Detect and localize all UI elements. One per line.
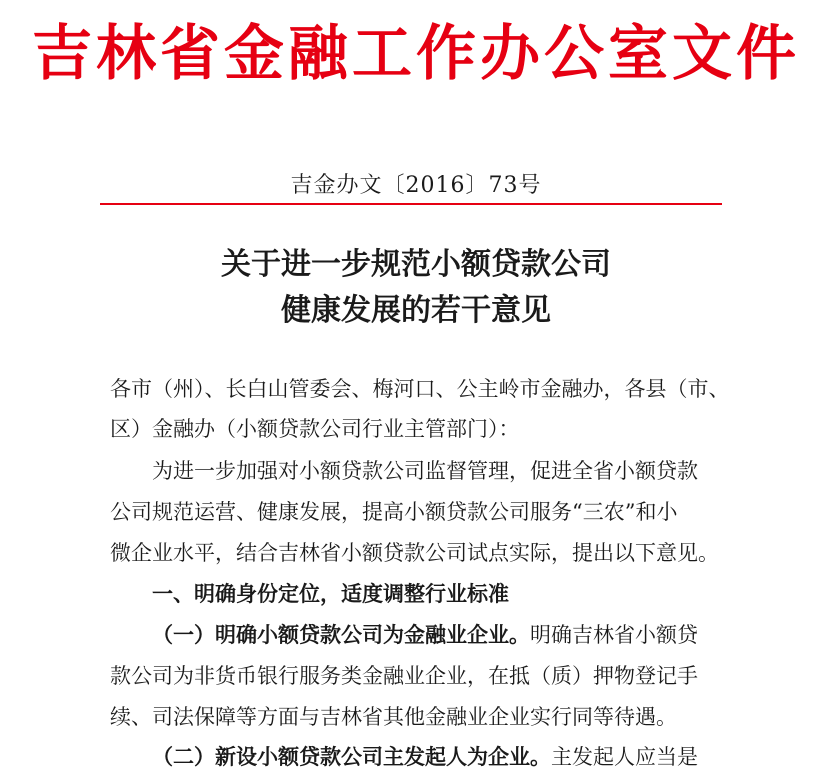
item-1-line-3: 续、司法保障等方面与吉林省其他金融业企业实行同等待遇。 <box>110 705 677 729</box>
document-body <box>100 370 760 770</box>
title-line-2: 健康发展的若干意见 <box>281 293 551 328</box>
item-1-line-1 <box>152 616 698 654</box>
item-1-line-2: 款公司为非货币银行服务类金融业企业，在抵（质）押物登记手 <box>110 664 698 688</box>
title-line-1: 关于进一步规范小额贷款公司 <box>221 247 611 282</box>
intro-line-3: 微企业水平，结合吉林省小额贷款公司试点实际，提出以下意见。 <box>110 541 719 565</box>
addressee-line-1: 各市（州）、长白山管委会、梅河口、公主岭市金融办，各县（市、 <box>110 377 730 401</box>
addressee-line-2: 区）金融办（小额贷款公司行业主管部门）： <box>110 417 520 441</box>
item-1-text-1: 明确吉林省小额贷 <box>530 623 698 647</box>
agency-masthead: 吉林省金融工作办公室文件 <box>32 19 800 89</box>
item-2-text-1: 主发起人应当是 <box>551 745 698 769</box>
item-2-line-1 <box>152 738 698 776</box>
document-number: 吉金办文〔2016〕73号 <box>290 173 542 198</box>
section-heading-1: 一、明确身份定位，适度调整行业标准 <box>152 582 509 606</box>
document-title <box>0 242 832 334</box>
intro-line-2: 公司规范运营、健康发展，提高小额贷款公司服务“三农”和小 <box>110 500 678 524</box>
item-2-label: （二）新设小额贷款公司主发起人为企业。 <box>152 745 551 769</box>
red-divider-rule <box>100 203 722 205</box>
item-1-label: （一）明确小额贷款公司为金融业企业。 <box>152 623 530 647</box>
intro-line-1: 为进一步加强对小额贷款公司监督管理，促进全省小额贷款 <box>152 459 698 483</box>
